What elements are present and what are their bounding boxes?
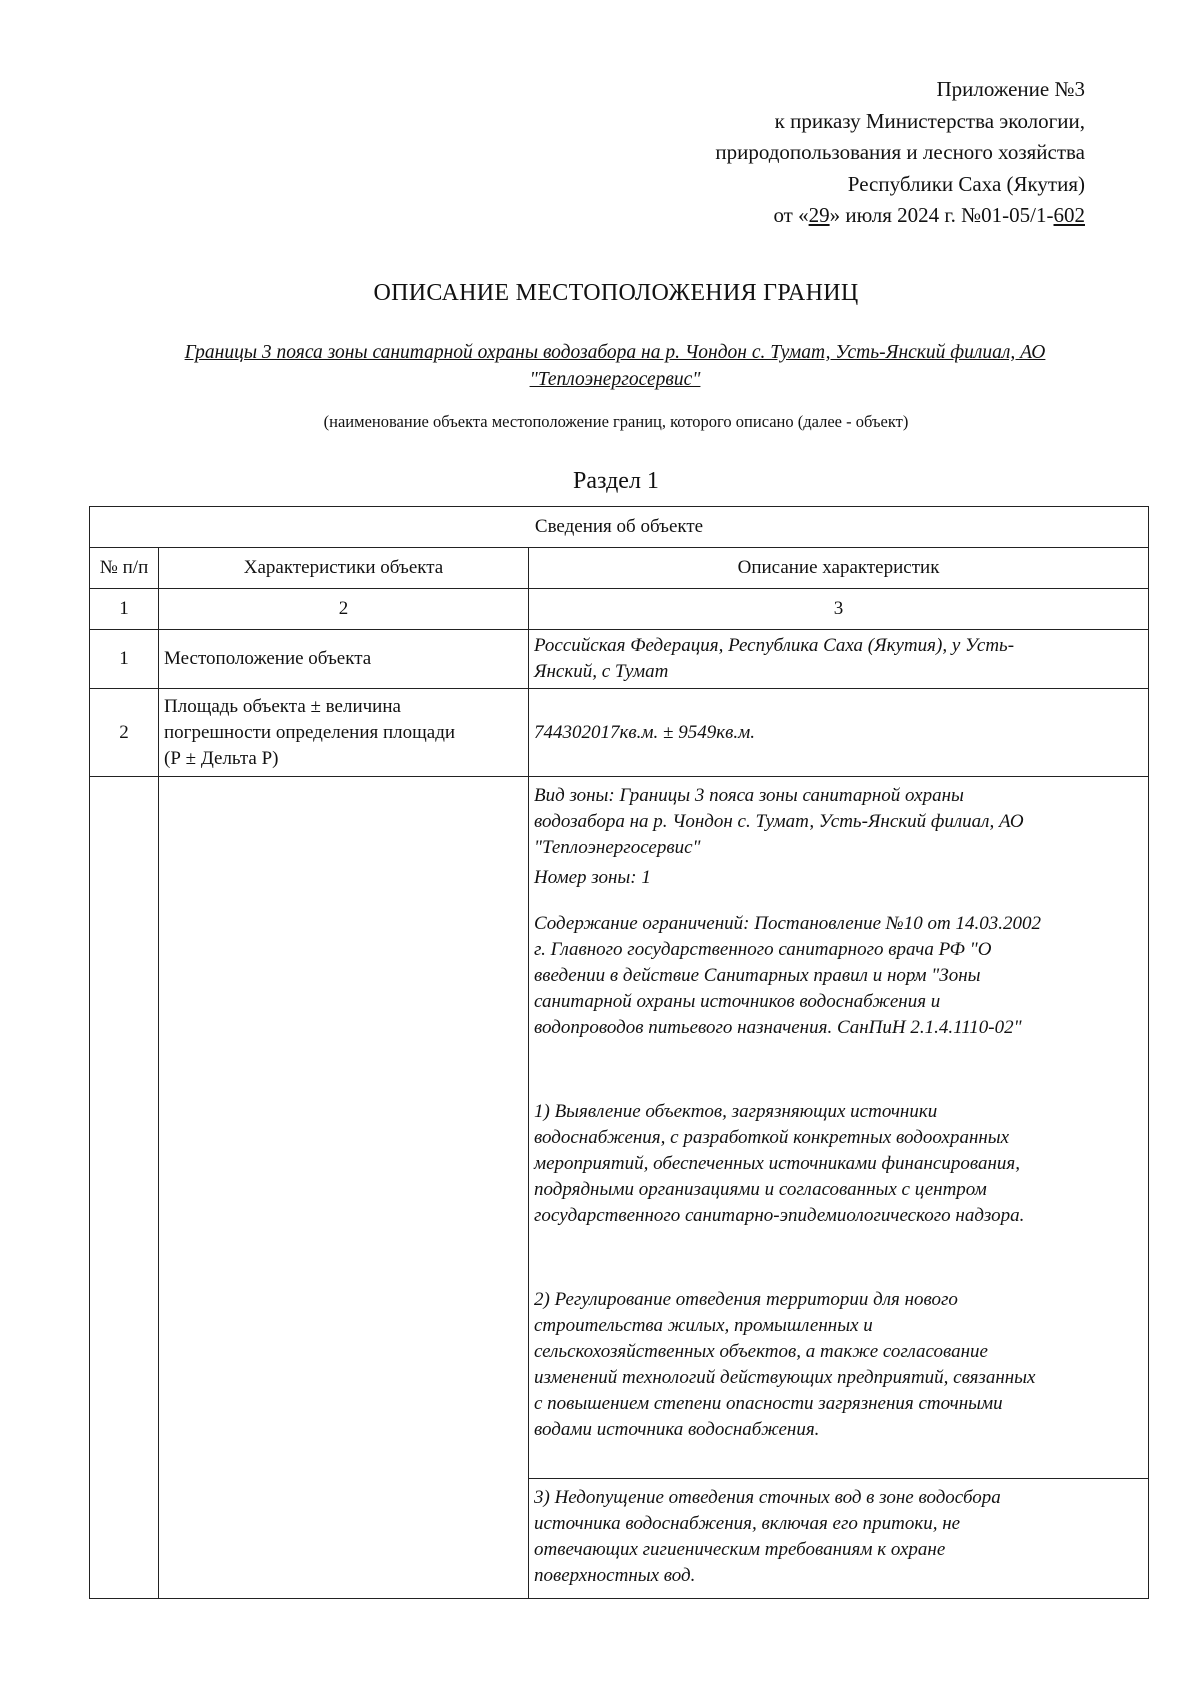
zone-description-row xyxy=(90,777,1149,1479)
restriction-line: Содержание ограничений: Постановление №10 от 14.03.2002 xyxy=(534,913,1041,934)
item-line: с повышением степени опасности загрязнения сточными xyxy=(534,1393,1003,1414)
restriction-line: санитарной охраны источников водоснабжения и xyxy=(534,991,941,1012)
object-info-table xyxy=(89,506,1149,1599)
order-number: 602 xyxy=(1053,203,1085,227)
item-line: источника водоснабжения, включая его притоки, не xyxy=(534,1513,961,1534)
item-line: отвечающих гигиеническим требованиям к охране xyxy=(534,1539,946,1560)
header-characteristic: Характеристики объекта xyxy=(159,548,529,589)
restriction-item-1 xyxy=(534,1099,1143,1229)
table-row xyxy=(90,630,1149,689)
item-line: подрядными организациями и согласованных с центром xyxy=(534,1179,987,1200)
item-line: изменений технологий действующих предприятий, связанных xyxy=(534,1367,1036,1388)
item-line: государственного санитарно-эпидемиологического надзора. xyxy=(534,1205,1025,1226)
item-line: водами источника водоснабжения. xyxy=(534,1419,820,1440)
header-description: Описание характеристик xyxy=(529,548,1149,589)
zone-type-line: водозабора на р. Чондон с. Тумат, Усть-Янский филиал, АО xyxy=(534,811,1024,832)
table-row xyxy=(90,689,1149,777)
date-prefix: от « xyxy=(773,203,809,227)
restriction-line: водопроводов питьевого назначения. СанПиН 2.1.4.1110-02" xyxy=(534,1017,1022,1038)
item-line: мероприятий, обеспеченных источниками финансирования, xyxy=(534,1153,1020,1174)
column-number: 2 xyxy=(159,589,529,630)
item-line: 3) Недопущение отведения сточных вод в зоне водосбора xyxy=(534,1487,1001,1508)
column-number: 3 xyxy=(529,589,1149,630)
table-header-row xyxy=(90,548,1149,589)
table-caption-row xyxy=(90,507,1149,548)
item-line: строительства жилых, промышленных и xyxy=(534,1315,873,1336)
restriction-line: введении в действие Санитарных правил и норм "Зоны xyxy=(534,965,981,986)
value-line: Янский, с Тумат xyxy=(534,661,669,682)
object-name-line: Границы 3 пояса зоны санитарной охраны водозабора на р. Чондон с. Тумат, Усть-Янский филиал, АО xyxy=(184,342,1046,363)
table-caption: Сведения об объекте xyxy=(90,507,1149,548)
row-value: 744302017кв.м. ± 9549кв.м. xyxy=(529,689,1149,777)
object-name xyxy=(110,339,1120,393)
zone-description xyxy=(529,777,1149,1479)
zone-type-line: Вид зоны: Границы 3 пояса зоны санитарной охраны xyxy=(534,785,964,806)
name-line: Площадь объекта ± величина xyxy=(164,695,401,717)
order-reference-header xyxy=(715,74,1085,232)
republic-line: Республики Саха (Якутия) xyxy=(847,171,1085,196)
zone-type-line: "Теплоэнергосервис" xyxy=(534,837,701,858)
value-line: Российская Федерация, Республика Саха (Якутия), у Усть- xyxy=(534,635,1015,656)
restriction-item-3 xyxy=(529,1479,1149,1599)
restriction-line: г. Главного государственного санитарного врача РФ "О xyxy=(534,939,992,960)
row-name xyxy=(159,689,529,777)
date-day: 29 xyxy=(808,203,830,227)
column-number: 1 xyxy=(90,589,159,630)
date-middle: » июля 2024 г. №01-05/1- xyxy=(829,203,1054,227)
row-number: 1 xyxy=(90,630,159,689)
name-line: погрешности определения площади xyxy=(164,721,456,743)
item-line: 1) Выявление объектов, загрязняющих источники xyxy=(534,1101,938,1122)
object-name-line: "Теплоэнергосервис" xyxy=(529,369,701,390)
name-line: (Р ± Дельта Р) xyxy=(164,747,279,769)
empty-cell xyxy=(159,777,529,1599)
empty-cell xyxy=(90,777,159,1599)
ministry-line: природопользования и лесного хозяйства xyxy=(715,140,1085,164)
header-number: № п/п xyxy=(90,548,159,589)
item-line: 2) Регулирование отведения территории для нового xyxy=(534,1289,958,1310)
item-line: сельскохозяйственных объектов, а также согласование xyxy=(534,1341,988,1362)
row-name: Местоположение объекта xyxy=(159,630,529,689)
zone-restrictions xyxy=(534,911,1143,1041)
column-numbers-row xyxy=(90,589,1149,630)
appendix-number: Приложение №3 xyxy=(936,77,1085,101)
section-title: Раздел 1 xyxy=(573,468,659,494)
order-date-line xyxy=(715,200,1085,232)
object-name-caption: (наименование объекта местоположение границ, которого описано (далее - объект) xyxy=(323,412,909,431)
zone-type xyxy=(534,783,1143,861)
row-number: 2 xyxy=(90,689,159,777)
row-value xyxy=(529,630,1149,689)
document-title: ОПИСАНИЕ МЕСТОПОЛОЖЕНИЯ ГРАНИЦ xyxy=(373,280,859,306)
order-line: к приказу Министерства экологии, xyxy=(774,108,1085,133)
item-line: поверхностных вод. xyxy=(534,1565,696,1586)
zone-number: Номер зоны: 1 xyxy=(534,867,651,888)
restriction-item-2 xyxy=(534,1287,1143,1443)
item-line: водоснабжения, с разработкой конкретных водоохранных xyxy=(534,1127,1010,1148)
